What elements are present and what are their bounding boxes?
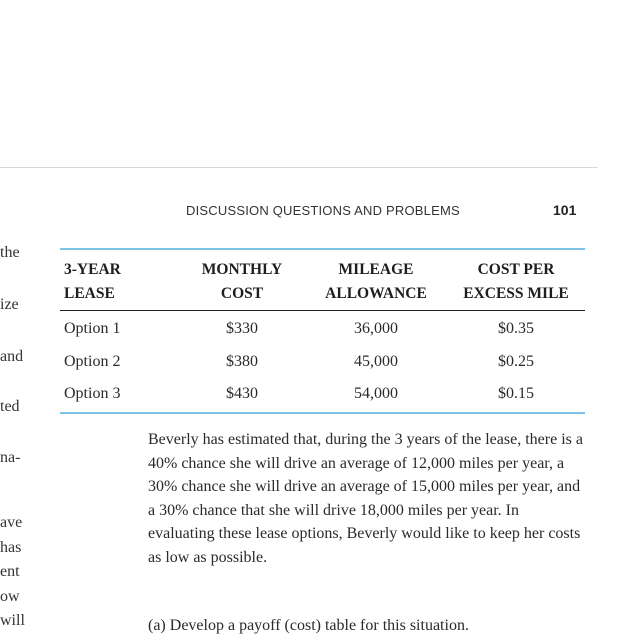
table-cell: Option 2 bbox=[64, 353, 121, 370]
header-line: 3-YEAR bbox=[64, 261, 121, 278]
table-cell: 45,000 bbox=[354, 353, 398, 370]
running-head: DISCUSSION QUESTIONS AND PROBLEMS bbox=[186, 203, 460, 218]
question-a: (a) Develop a payoff (cost) table for this situation. bbox=[148, 617, 469, 634]
left-column-fragments bbox=[0, 0, 30, 644]
page-top-edge bbox=[0, 167, 598, 168]
table-cell: $330 bbox=[226, 320, 258, 337]
header-line: COST PER bbox=[477, 261, 555, 278]
left-fragment: ent bbox=[0, 563, 20, 580]
table-cell: 54,000 bbox=[354, 385, 398, 402]
left-fragment: ow bbox=[0, 588, 20, 605]
header-line: MONTHLY bbox=[201, 261, 283, 278]
header-line: EXCESS MILE bbox=[463, 285, 569, 302]
table-cell: $0.25 bbox=[498, 353, 534, 370]
left-fragment: ize bbox=[0, 296, 19, 313]
table-cell: $0.15 bbox=[498, 385, 534, 402]
left-fragment: will bbox=[0, 612, 25, 629]
problem-paragraph: Beverly has estimated that, during the 3 years of the lease, there is a 40% chance she will drive an average of 12,000 miles per year, a 30% chance she will drive an average of 15,000 miles per year, and a 30% chance that she will drive 18,000 miles per year. In evaluating these lease options, Beverly would like to keep her costs as low as possible. bbox=[148, 431, 583, 566]
header-line: LEASE bbox=[64, 285, 115, 302]
column-header-lease bbox=[64, 258, 121, 306]
left-fragment: ted bbox=[0, 398, 20, 415]
column-header-mileage-allowance bbox=[306, 258, 446, 306]
header-line: ALLOWANCE bbox=[325, 285, 427, 302]
table-cell: Option 1 bbox=[64, 320, 121, 337]
page-number: 101 bbox=[553, 202, 577, 218]
left-fragment: na- bbox=[0, 449, 21, 466]
table-cell: 36,000 bbox=[354, 320, 398, 337]
table-cell: Option 3 bbox=[64, 385, 121, 402]
column-header-monthly-cost bbox=[182, 258, 302, 306]
table-cell: $0.35 bbox=[498, 320, 534, 337]
table-top-rule bbox=[60, 248, 585, 250]
header-line: COST bbox=[220, 285, 264, 302]
table-cell: $430 bbox=[226, 385, 258, 402]
left-fragment: has bbox=[0, 539, 22, 556]
column-header-cost-per-excess-mile bbox=[448, 258, 584, 306]
table-cell: $380 bbox=[226, 353, 258, 370]
header-line: MILEAGE bbox=[338, 261, 414, 278]
table-bottom-rule bbox=[60, 412, 585, 414]
left-fragment: the bbox=[0, 244, 20, 261]
left-fragment: ave bbox=[0, 514, 23, 531]
table-header-rule bbox=[60, 310, 585, 311]
left-fragment: and bbox=[0, 348, 24, 365]
